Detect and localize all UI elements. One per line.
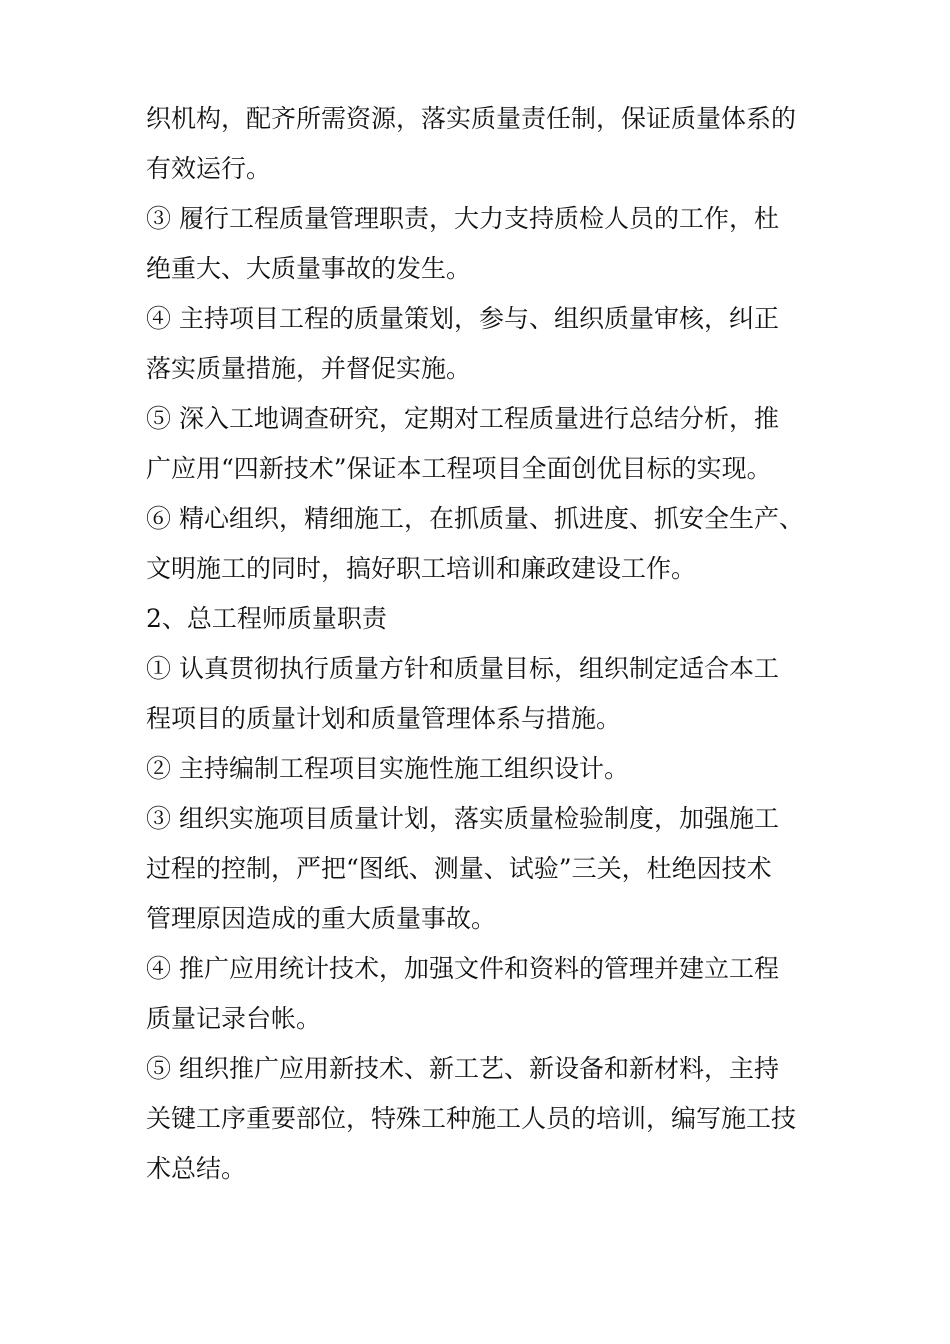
section-heading: 2、总工程师质量职责 [146, 604, 387, 633]
text-line: 程项目的质量计划和质量管理体系与措施。 [146, 704, 622, 733]
text-line: ② 主持编制工程项目实施性施工组织设计。 [146, 754, 629, 783]
text-line: ⑥ 精心组织，精细施工，在抓质量、抓进度、抓安全生产、 [146, 504, 804, 533]
text-line: ⑤ 深入工地调查研究，定期对工程质量进行总结分析，推 [146, 404, 779, 433]
text-line: 织机构，配齐所需资源，落实质量责任制，保证质量体系的 [146, 104, 797, 133]
text-line: 管理原因造成的重大质量事故。 [146, 904, 497, 933]
text-line: ① 认真贯彻执行质量方针和质量目标，组织制定适合本工 [146, 654, 779, 683]
text-line: 文明施工的同时，搞好职工培训和廉政建设工作。 [146, 554, 697, 583]
text-line: ⑤ 组织推广应用新技术、新工艺、新设备和新材料，主持 [146, 1054, 779, 1083]
text-line: 关键工序重要部位，特殊工种施工人员的培训，编写施工技 [146, 1104, 797, 1133]
body-text [146, 94, 816, 1194]
text-line: ③ 履行工程质量管理职责，大力支持质检人员的工作，杜 [146, 204, 779, 233]
text-line: ④ 推广应用统计技术，加强文件和资料的管理并建立工程 [146, 954, 779, 983]
text-line: 绝重大、大质量事故的发生。 [146, 254, 472, 283]
text-line: 质量记录台帐。 [146, 1004, 322, 1033]
text-line: 术总结。 [146, 1154, 247, 1183]
text-line: 落实质量措施，并督促实施。 [146, 354, 472, 383]
text-line: ④ 主持项目工程的质量策划，参与、组织质量审核，纠正 [146, 304, 779, 333]
text-line: 过程的控制，严把“图纸、测量、试验”三关，杜绝因技术 [146, 854, 772, 883]
text-line: ③ 组织实施项目质量计划，落实质量检验制度，加强施工 [146, 804, 779, 833]
text-line: 广应用“四新技术”保证本工程项目全面创优目标的实现。 [146, 454, 772, 483]
text-line: 有效运行。 [146, 154, 272, 183]
